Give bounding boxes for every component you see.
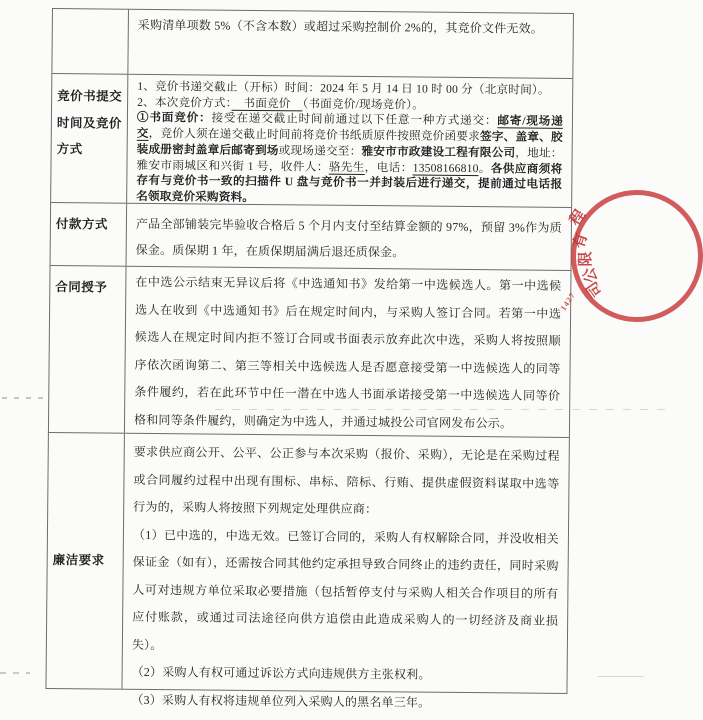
paragraph: 2、本次竞价方式： 书面竞价 （书面竞价/现场竞价）。: [137, 95, 425, 112]
seal-arc-character: 限: [578, 251, 594, 267]
paragraph: （1）已中选的，中选无效。已签订合同的，采购人有权解除合同，并没收相关保证金（如有），还需按合同其他约定承担导致合同终止的违约责任，同时采购人可对违规方单位采取必要措施（包括暂停支付与采购人相关合作项目的所有应付账款，或通过司法途径向供方追偿由此造成采购人的一切经济及商业损失）。: [131, 527, 559, 652]
table-row-contract-award: [49, 266, 571, 438]
row-content: [125, 267, 571, 437]
paragraph: 产品全部铺装完毕验收合格后 5 个月内支付至结算金额的 97%，预留 3%作为质保金。质保期 1 年，在质保期届满后退还质保金。: [135, 216, 562, 260]
row-label: 竞价书提交时间及竞价方式: [51, 74, 128, 203]
seal-number: 1427: [558, 290, 578, 313]
row-label: [52, 9, 129, 74]
paragraph: 要求供应商公开、公平、公正参与本次采购（报价、采购），无论是在采购过程或合同履约过程中出现有围标、串标、陪标、行贿、提供虚假资料谋取中选等行为的，采购人将按照下列规定处理供应商：: [133, 444, 560, 517]
seal-arc-character: 程: [567, 207, 589, 229]
seal-arc-character: 司: [584, 278, 606, 300]
seal-arc-character: 公: [581, 265, 601, 285]
paragraph: ①书面竞价：接受在递交截止时间前通过以下任意一种方式递交：邮寄/现场递交，竞价人须在递交截止时间前将竞价书纸质原件按照竞价函要求签字、盖章、胶装成册密封盖章后邮寄到场或现场递交至：雅安市市政建设工程有限公司，地址：雅安市雨城区和兴街 1 号，收件人：骆先生，电话：13508166810。各供应商须将存有与竞价书一致的扫描件 U 盘与竞价书一并封装后进行递交，提前通过电话报名领取竞价采购资料。: [136, 111, 564, 204]
paragraph: （3）采购人有权将违规单位列入采购人的黑名单三年。: [131, 692, 431, 710]
row-label: 廉洁要求: [46, 433, 124, 689]
scan-artifact: [2, 397, 44, 399]
scan-artifact: [0, 672, 30, 674]
row-label: 付款方式: [51, 203, 128, 266]
row-content: [127, 75, 572, 207]
row-content: [128, 10, 573, 78]
paragraph: 在中选公示结束无异议后将《中选通知书》发给第一中选候选人。第一中选候选人在收到《中选通知书》后在规定时间内，与采购人签订合同。若第一中选候选人在规定时间内拒不签订合同或书面表示放弃此次中选，采购人将按照顺序依次函询第二、第三等相关中选候选人是否愿意接受第一中选候选人的同等条件履约，若在此环节中任一潜在中选人书面承诺接受第一中选候选人同等价格和同等条件履约，则确定为中选人，并通过城投公司官网发布公示。: [133, 274, 562, 430]
table-row-payment-terms: [51, 203, 572, 271]
table-row-integrity-requirements: [46, 433, 568, 710]
procurement-terms-table: [45, 8, 574, 710]
seal-arc-character: 有: [571, 231, 591, 251]
row-content: [122, 434, 568, 710]
table-row-submission-time-method: [51, 74, 572, 208]
company-seal-stamp: [571, 190, 703, 322]
paragraph: 1、竞价书递交截止（开标）时间：2024 年 5 月 14 日 10 时 00 分（北京时间）。: [137, 79, 550, 97]
paragraph: 采购清单项数 5%（不含本数）或超过采购控制价 2%的，其竞价文件无效。: [137, 17, 544, 36]
row-content: [127, 204, 572, 270]
scan-artifact: [598, 676, 644, 677]
row-label: 合同授予: [49, 266, 127, 433]
paragraph: （2）采购人有权可通过诉讼方式向违规供方主张权利。: [131, 664, 431, 682]
table-row-overflow-clause: [52, 9, 573, 79]
